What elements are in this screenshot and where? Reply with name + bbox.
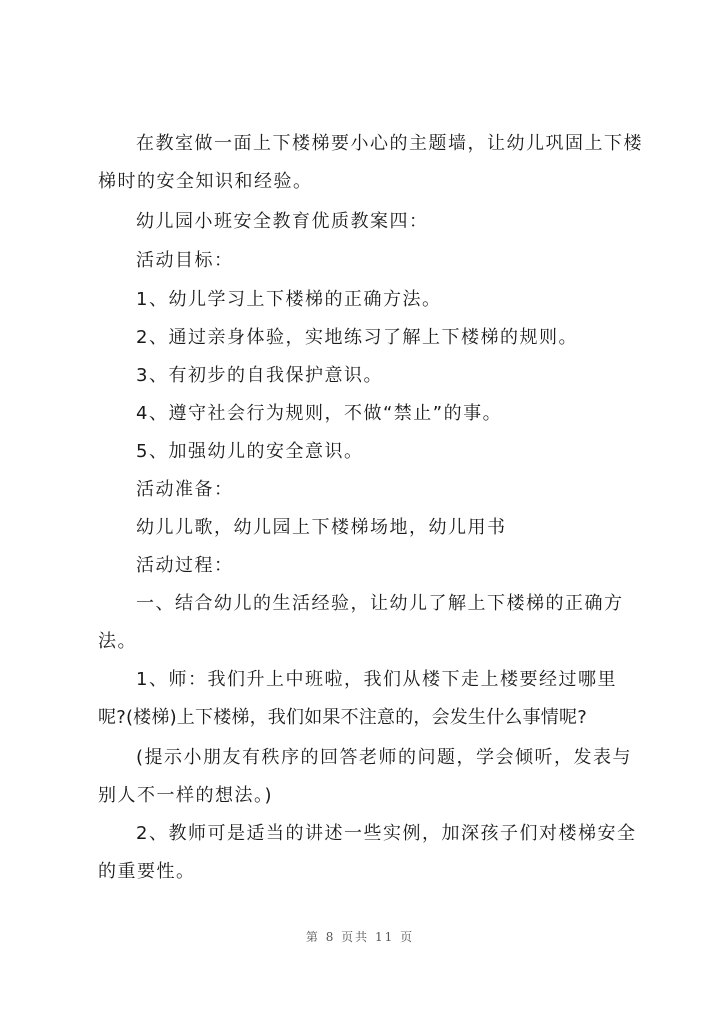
subheading-preparation: 活动准备： [136,479,234,500]
list-item: 3、有初步的自我保护意识。 [136,365,383,386]
subheading-goals: 活动目标： [136,250,234,271]
list-item: 5、加强幼儿的安全意识。 [136,441,364,462]
list-item: 2、通过亲身体验，实地练习了解上下楼梯的规则。 [136,327,578,348]
paragraph-line: 1、师：我们升上中班啦，我们从楼下走上楼要经过哪里 [136,669,617,690]
paragraph-line: (提示小朋友有秩序的回答老师的问题，学会倾听，发表与 [136,747,633,768]
page-number-footer: 第 8 页共 11 页 [305,930,415,944]
paragraph-line: 一、结合幼儿的生活经验，让幼儿了解上下楼梯的正确方 [136,593,624,614]
list-item: 1、幼儿学习上下楼梯的正确方法。 [136,289,442,310]
paragraph-line: 的重要性。 [98,861,196,882]
paragraph-line: 幼儿儿歌，幼儿园上下楼梯场地，幼儿用书 [136,517,507,538]
paragraph-line: 在教室做一面上下楼梯要小心的主题墙，让幼儿巩固上下楼 [136,133,643,154]
paragraph-line: 梯时的安全知识和经验。 [98,171,313,192]
paragraph-line: 呢?(楼梯)上下楼梯，我们如果不注意的，会发生什么事情呢? [98,707,587,728]
subheading-process: 活动过程： [136,555,234,576]
paragraph-line: 法。 [98,631,137,652]
list-item: 4、遵守社会行为规则，不做“禁止”的事。 [136,403,503,424]
paragraph-line: 别人不一样的想法。) [98,785,274,806]
section-heading: 幼儿园小班安全教育优质教案四： [136,211,429,232]
paragraph-line: 2、教师可是适当的讲述一些实例，加深孩子们对楼梯安全 [136,823,637,844]
